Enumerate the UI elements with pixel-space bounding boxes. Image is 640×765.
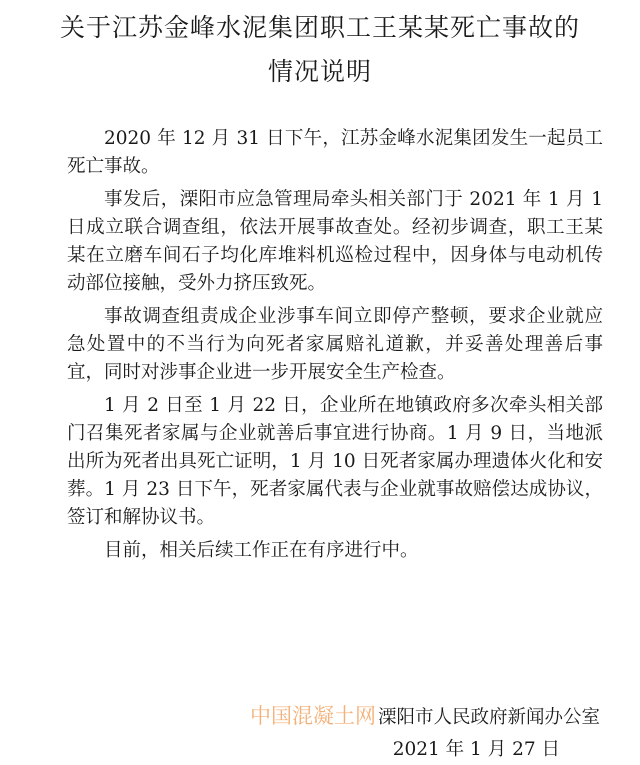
paragraph-3: 事故调查组责成企业涉事车间立即停产整顿，要求企业就应急处置中的不当行为向死者家属赔礼道歉，并妥善处理善后事宜，同时对涉事企业进一步开展安全生产检查。 — [67, 306, 603, 383]
title-line-1: 关于江苏金峰水泥集团职工王某某死亡事故的 — [59, 13, 580, 42]
watermark: 中国混凝土网 — [250, 704, 376, 728]
paragraph-1: 2020 年 12 月 31 日下午，江苏金峰水泥集团发生一起员工死亡事故。 — [67, 128, 603, 177]
document-title — [0, 6, 640, 94]
title-line-2: 情况说明 — [267, 57, 372, 86]
issuer-signature: 溧阳市人民政府新闻办公室 — [377, 707, 600, 728]
document-body — [67, 125, 603, 570]
paragraph-4: 1 月 2 日至 1 月 22 日，企业所在地镇政府多次牵头相关部门召集死者家属与企业就善后事宜进行协商。1 月 9 日，当地派出所为死者出具死亡证明，1 月 10 日死者家属办理遗体火化和安葬。1 月 23 日下午，死者家属代表与企业就事故赔偿达成协议，签订和解协议书。 — [67, 395, 603, 528]
issue-date: 2021 年 1 月 27 日 — [392, 739, 560, 760]
paragraph-5: 目前，相关后续工作正在有序进行中。 — [104, 540, 419, 561]
paragraph-2: 事发后，溧阳市应急管理局牵头相关部门于 2021 年 1 月 1 日成立联合调查组，依法开展事故查处。经初步调查，职工王某某在立磨车间石子均化库堆料机巡检过程中，因身体与电动机传动部位接触，受外力挤压致死。 — [67, 189, 603, 294]
